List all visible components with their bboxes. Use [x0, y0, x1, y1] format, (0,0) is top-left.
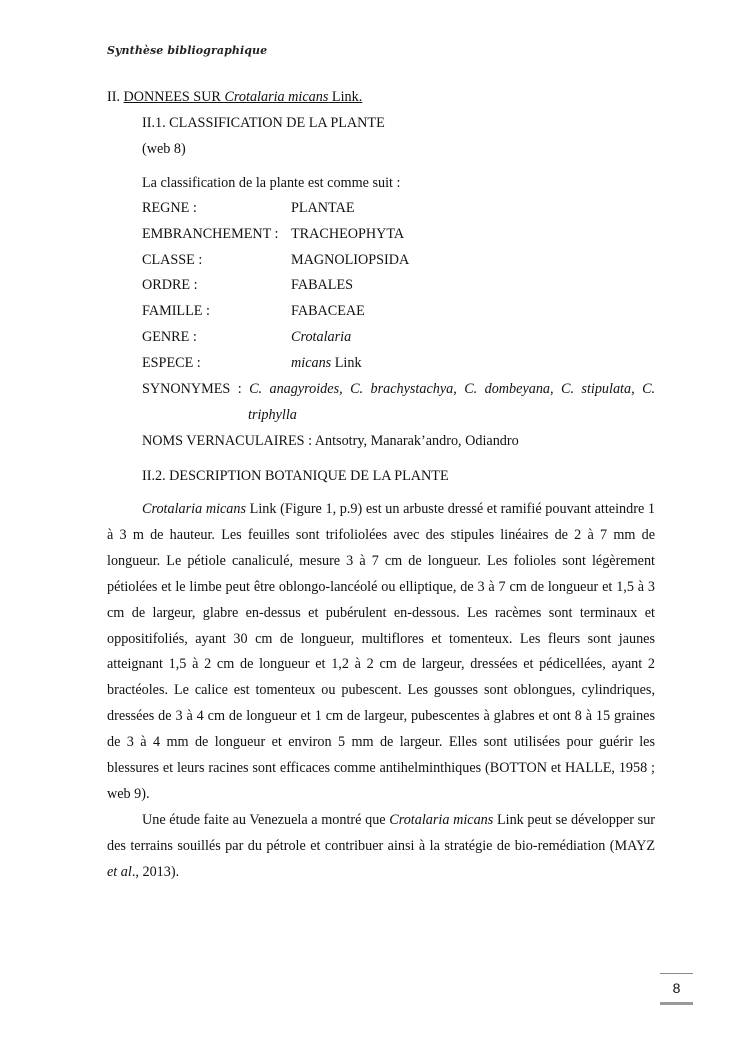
et-al: et al	[107, 863, 132, 880]
taxon-row	[142, 355, 362, 372]
description-paragraph-1	[107, 497, 655, 808]
section-title	[107, 89, 362, 106]
taxon-value: Crotalaria	[291, 329, 352, 345]
species-name: Crotalaria micans	[389, 812, 494, 828]
classification-source: (web 8)	[142, 141, 186, 157]
paragraph-text: ., 2013).	[131, 863, 180, 880]
taxon-label: GENRE :	[142, 329, 197, 345]
taxon-value: FABALES	[291, 277, 354, 293]
synonyms-label: SYNONYMES :	[142, 381, 242, 397]
taxon-label: FAMILLE :	[142, 303, 210, 319]
description-paragraph-2	[107, 808, 655, 886]
classification-intro: La classification de la plante est comme suit :	[142, 175, 401, 191]
taxon-label: EMBRANCHEMENT :	[142, 226, 279, 242]
synonym: C.	[642, 381, 656, 397]
synonyms-line: SYNONYMES : C. anagyroides, C. brachystachya, C. dombeyana, C. stipulata, C.	[142, 381, 656, 397]
taxon-value-italic: micans	[291, 355, 332, 371]
vernacular-names: NOMS VERNACULAIRES : Antsotry, Manarak’andro, Odiandro	[142, 433, 519, 449]
section-prefix: II.	[107, 89, 124, 105]
section-title-suffix: Link.	[328, 89, 363, 105]
taxon-row	[142, 252, 410, 269]
section-title-text: DONNEES SUR	[123, 89, 225, 105]
paragraph-text: Une étude faite au Venezuela a montré que	[142, 812, 390, 828]
taxon-label: ESPECE :	[142, 355, 201, 371]
synonym: C. stipulata,	[561, 381, 635, 397]
paragraph-text: Link peut se développer sur des terrains souillés par du pétrole et contribuer ainsi à la stratégie de bio-remédiation (MAYZ	[107, 812, 656, 854]
synonym: C. dombeyana,	[464, 381, 554, 397]
page-number: 8	[672, 980, 681, 996]
taxon-row	[142, 200, 355, 217]
taxon-row	[142, 303, 365, 320]
page-number-box	[660, 973, 693, 1005]
taxon-row	[142, 226, 405, 243]
synonym: C. anagyroides	[249, 381, 340, 397]
taxon-label: CLASSE :	[142, 252, 203, 268]
synonym-wrap: triphylla	[248, 407, 297, 423]
taxon-row	[142, 277, 354, 294]
taxon-value: FABACEAE	[291, 303, 365, 319]
description-heading: II.2. DESCRIPTION BOTANIQUE DE LA PLANTE	[142, 468, 449, 484]
classification-heading: II.1. CLASSIFICATION DE LA PLANTE	[142, 115, 385, 131]
paragraph-text: Link (Figure 1, p.9) est un arbuste dressé et ramifié pouvant atteindre 1 à 3 m de hauteur. Les feuilles sont trifoliolées avec des stipules linéaires de 2 à 7 mm de longueur. Le pétiole canaliculé, mesure 3 à 7 cm de longueur. Les folioles sont légèrement pétiolées et le limbe peut être oblongo-lancéolé ou elliptique, de 3 à 7 cm de longueur et 1,5 à 3 cm de largeur, glabre en-dessus et pubérulent en-dessous. Les racèmes sont terminaux et oppositifoliés, ayant 30 cm de longueur, multiflores et tomenteux. Les fleurs sont jaunes atteignant 1,5 à 2 cm de longueur et 1,2 à 2 cm de largeur, dressées et pédicellées, ayant 2 bractéoles. Le calice est tomenteux ou pubescent. Les gousses sont oblongues, cylindriques, dressées de 3 à 4 cm de longueur et 1 cm de largeur, pubescentes à glabres et ont 8 à 15 graines de 3 à 4 mm de longueur et environ 5 mm de largeur. Elles sont utilisées pour guérir les blessures et leurs racines sont efficaces comme antihelminthiques (BOTTON et HALLE, 1958 ; web 9).	[107, 501, 655, 802]
taxon-value: TRACHEOPHYTA	[291, 226, 405, 242]
running-header: Synthèse bibliographique	[107, 44, 268, 57]
taxon-row	[142, 329, 352, 346]
taxon-value	[291, 355, 362, 372]
section-title-species: Crotalaria micans	[224, 89, 329, 105]
taxon-value: PLANTAE	[291, 200, 355, 216]
synonym: C. brachystachya,	[350, 381, 457, 397]
taxon-label: REGNE :	[142, 200, 197, 216]
species-name: Crotalaria micans	[142, 501, 247, 517]
taxon-value-rest: Link	[331, 355, 362, 371]
section-title-underlined	[124, 89, 363, 105]
taxon-value: MAGNOLIOPSIDA	[291, 252, 410, 268]
taxon-label: ORDRE :	[142, 277, 198, 293]
